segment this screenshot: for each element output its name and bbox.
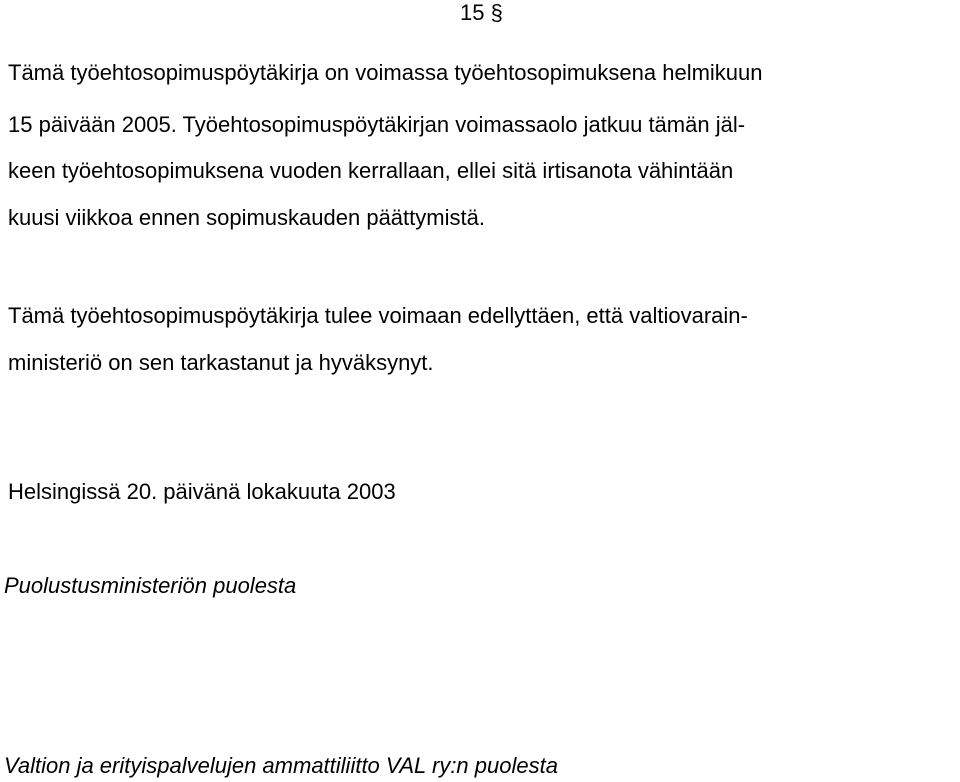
- paragraph-1-line-3: keen työehtosopimuksena vuoden kerrallaan, ellei sitä irtisanota vähintään: [8, 158, 734, 183]
- signatory-union: Valtion ja erityispalvelujen ammattiliitto VAL ry:n puolesta: [4, 753, 558, 778]
- paragraph-1-line-1: Tämä työehtosopimuspöytäkirja on voimassa työehtosopimuksena helmikuun: [8, 60, 763, 85]
- paragraph-1-line-2: 15 päivään 2005. Työehtosopimuspöytäkirjan voimassaolo jatkuu tämän jäl-: [8, 112, 746, 137]
- paragraph-2-line-2: ministeriö on sen tarkastanut ja hyväksynyt.: [8, 350, 434, 375]
- paragraph-2-line-1: Tämä työehtosopimuspöytäkirja tulee voimaan edellyttäen, että valtiovarain-: [8, 303, 748, 328]
- section-marker: 15 §: [460, 0, 503, 25]
- paragraph-1-line-4: kuusi viikkoa ennen sopimuskauden päättymistä.: [8, 205, 485, 230]
- signatory-ministry: Puolustusministeriön puolesta: [4, 573, 297, 598]
- place-date: Helsingissä 20. päivänä lokakuuta 2003: [8, 479, 396, 504]
